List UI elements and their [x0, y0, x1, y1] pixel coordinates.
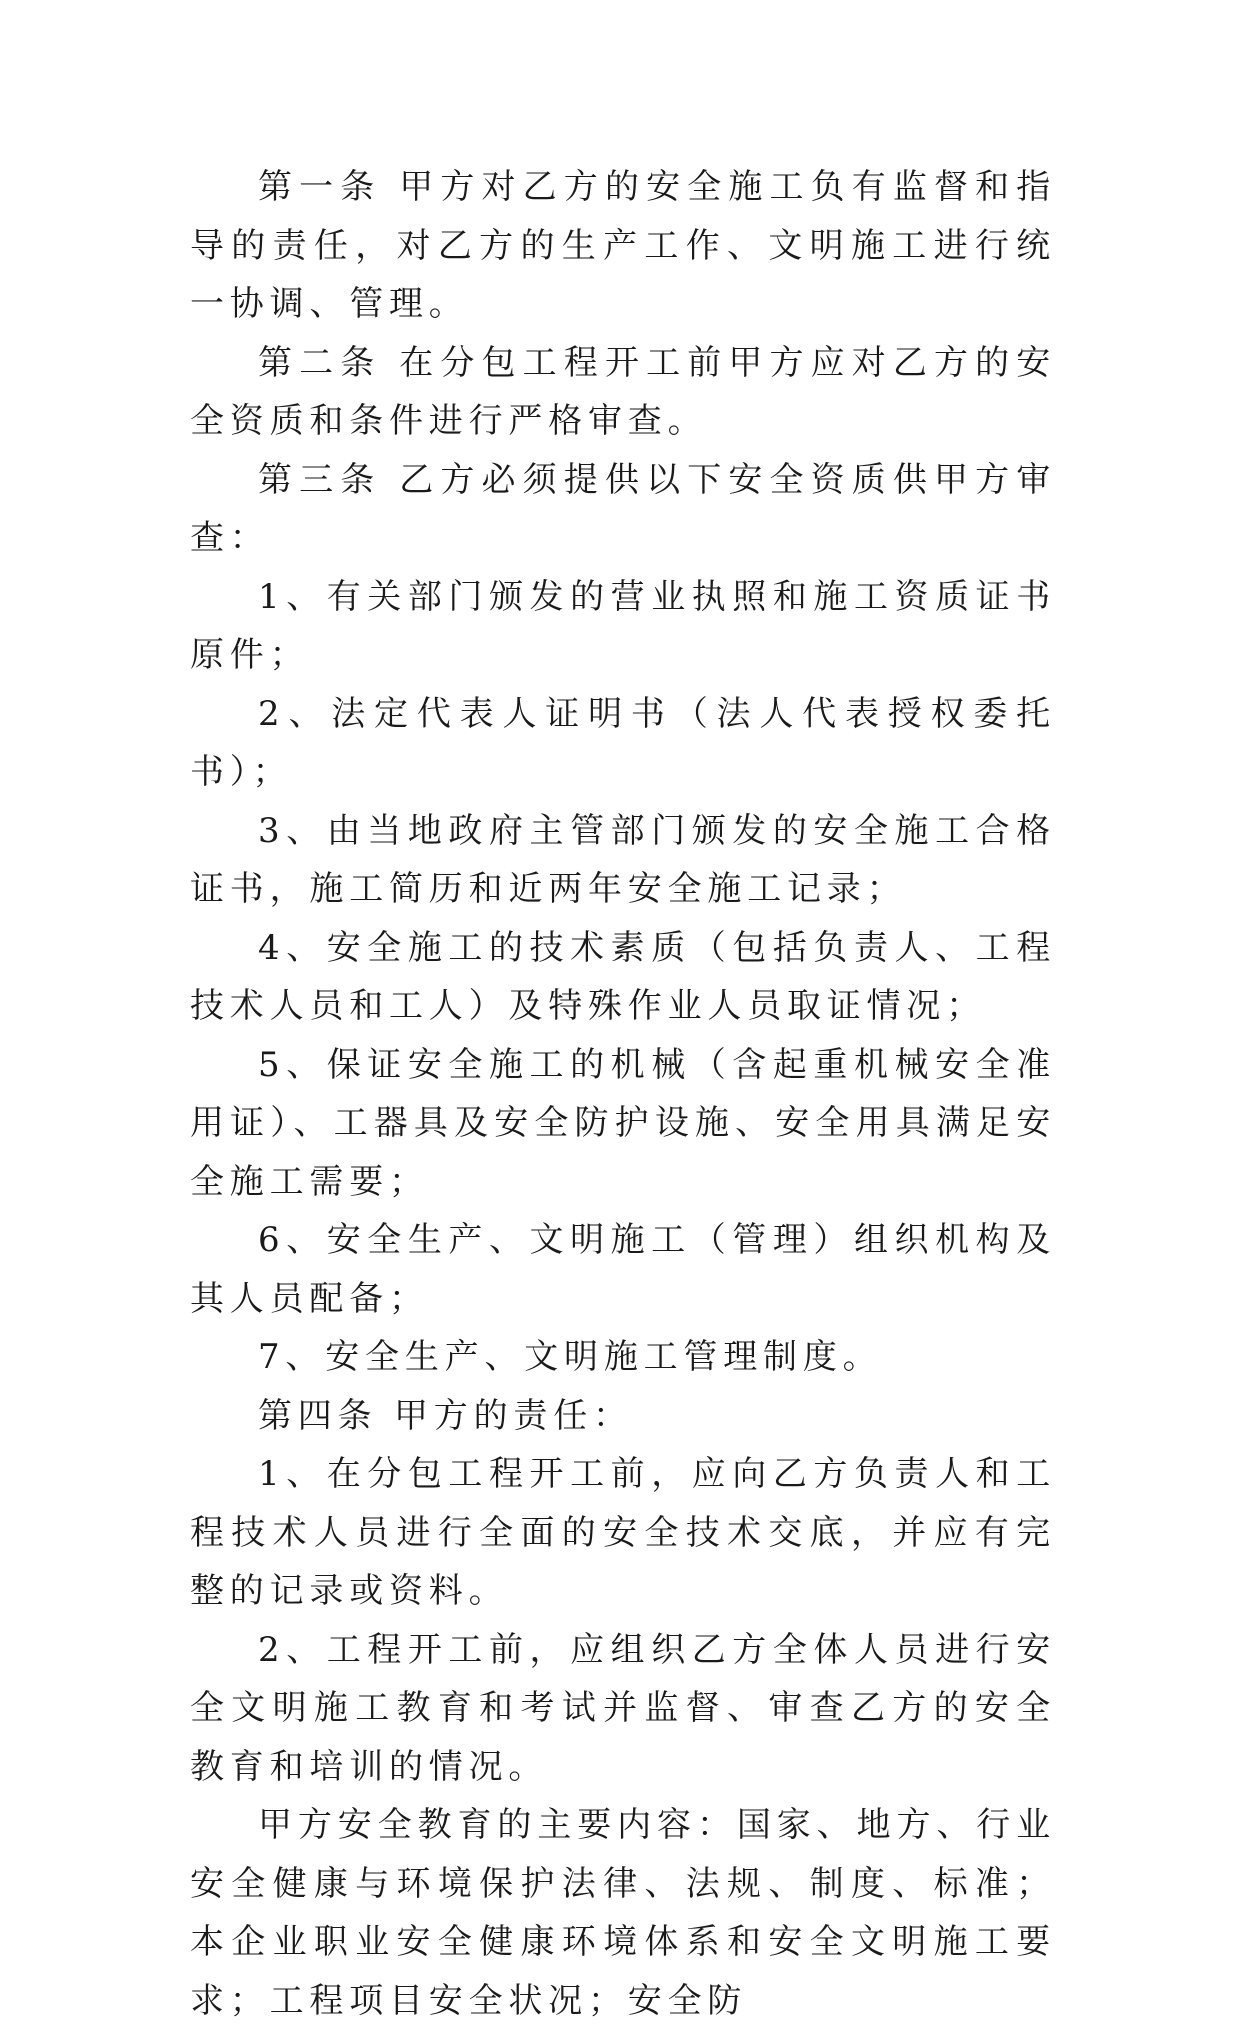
- article-3-item-3: 3、由当地政府主管部门颁发的安全施工合格证书，施工简历和近两年安全施工记录；: [190, 810, 1056, 909]
- safety-education-paragraph: 甲方安全教育的主要内容：国家、地方、行业安全健康与环境保护法律、法规、制度、标准；本企业职业安全健康环境体系和安全文明施工要求；工程项目安全状况；安全防: [190, 1805, 1056, 2021]
- article-4-item-1: 1、在分包工程开工前，应向乙方负责人和工程技术人员进行全面的安全技术交底，并应有完整的记录或资料。: [190, 1454, 1056, 1611]
- article-1-paragraph: 第一条 甲方对乙方的安全施工负有监督和指导的责任，对乙方的生产工作、文明施工进行统一协调、管理。: [190, 167, 1056, 324]
- article-3-item-1: 1、有关部门颁发的营业执照和施工资质证书原件；: [190, 576, 1056, 675]
- article-3-item-5: 5、保证安全施工的机械（含起重机械安全准用证）、工器具及安全防护设施、安全用具满足安全施工需要；: [190, 1044, 1056, 1202]
- article-3-item-4: 4、安全施工的技术素质（包括负责人、工程技术人员和工人）及特殊作业人员取证情况；: [190, 927, 1056, 1026]
- article-4-paragraph: 第四条 甲方的责任：: [258, 1395, 633, 1436]
- article-3-item-2: 2、法定代表人证明书（法人代表授权委托书）；: [190, 693, 1056, 792]
- article-3-item-7: 7、安全生产、文明施工管理制度。: [258, 1337, 883, 1377]
- article-3-paragraph: 第三条 乙方必须提供以下安全资质供甲方审查：: [190, 459, 1056, 558]
- article-3-item-6: 6、安全生产、文明施工（管理）组织机构及其人员配备；: [190, 1220, 1056, 1319]
- article-4-item-2: 2、工程开工前，应组织乙方全体人员进行安全文明施工教育和考试并监督、审查乙方的安全教育和培训的情况。: [190, 1629, 1056, 1787]
- article-2-paragraph: 第二条 在分包工程开工前甲方应对乙方的安全资质和条件进行严格审查。: [190, 342, 1056, 441]
- document-body: [190, 158, 1056, 2030]
